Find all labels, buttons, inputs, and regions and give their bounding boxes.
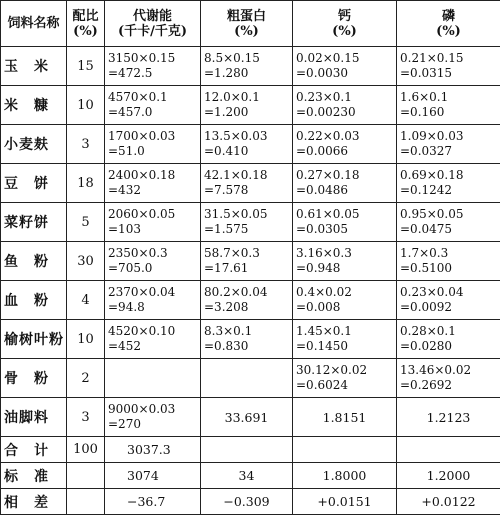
protein-cell	[201, 398, 293, 437]
summary-ratio-cell	[67, 489, 105, 515]
feed-name-cell: 玉 米	[1, 47, 67, 86]
calcium-cell	[293, 398, 397, 437]
table-row	[1, 47, 500, 86]
header-protein	[201, 1, 293, 47]
energy-value-line2: =705.0	[108, 261, 197, 276]
energy-cell	[105, 47, 201, 86]
protein-value-line1: 33.691	[204, 410, 289, 425]
energy-cell	[105, 203, 201, 242]
phosphorus-value-line2: =0.0475	[400, 222, 497, 237]
protein-value-line2: =7.578	[204, 183, 289, 198]
phosphorus-cell	[397, 86, 500, 125]
protein-value-line1: 58.7×0.3	[204, 246, 289, 261]
energy-value-line2: =51.0	[108, 144, 197, 159]
calcium-value-line1: 0.22×0.03	[296, 129, 393, 144]
feed-name-cell: 米 糠	[1, 86, 67, 125]
phosphorus-value-line2: =0.0280	[400, 339, 497, 354]
summary-energy-cell: −36.7	[105, 489, 201, 515]
header-ratio	[67, 1, 105, 47]
phosphorus-value-line2: =0.0327	[400, 144, 497, 159]
header-energy-line1: 代谢能	[108, 9, 197, 24]
energy-cell	[105, 86, 201, 125]
protein-value-line2: =3.208	[204, 300, 289, 315]
protein-value-line1: 12.0×0.1	[204, 90, 289, 105]
calcium-cell	[293, 86, 397, 125]
summary-calcium-cell: +0.0151	[293, 489, 397, 515]
feed-name-cell: 油脚料	[1, 398, 67, 437]
energy-value-line2: =103	[108, 222, 197, 237]
phosphorus-cell	[397, 47, 500, 86]
phosphorus-value-line2: =0.5100	[400, 261, 497, 276]
phosphorus-value-line2: =0.160	[400, 105, 497, 120]
header-phosphorus-line2: (%)	[400, 24, 497, 39]
protein-cell	[201, 86, 293, 125]
phosphorus-value-line1: 0.23×0.04	[400, 285, 497, 300]
ratio-cell: 30	[67, 242, 105, 281]
energy-value-line1: 2400×0.18	[108, 168, 197, 183]
phosphorus-value-line1: 0.28×0.1	[400, 324, 497, 339]
ratio-cell: 5	[67, 203, 105, 242]
header-ratio-line2: (%)	[70, 24, 101, 39]
phosphorus-cell	[397, 125, 500, 164]
phosphorus-cell	[397, 281, 500, 320]
phosphorus-cell	[397, 398, 500, 437]
phosphorus-value-line2: =0.1242	[400, 183, 497, 198]
calcium-value-line2: =0.00230	[296, 105, 393, 120]
calcium-cell	[293, 320, 397, 359]
calcium-value-line2: =0.0066	[296, 144, 393, 159]
calcium-cell	[293, 164, 397, 203]
header-calcium	[293, 1, 397, 47]
table-row	[1, 359, 500, 398]
summary-energy-cell: 3037.3	[105, 437, 201, 463]
table-row	[1, 281, 500, 320]
protein-cell	[201, 125, 293, 164]
ratio-cell: 15	[67, 47, 105, 86]
energy-cell	[105, 281, 201, 320]
ratio-cell: 4	[67, 281, 105, 320]
energy-value-line2: =472.5	[108, 66, 197, 81]
header-protein-line1: 粗蛋白	[204, 9, 289, 24]
calcium-value-line1: 0.02×0.15	[296, 51, 393, 66]
summary-phosphorus-cell: +0.0122	[397, 489, 500, 515]
ratio-cell: 3	[67, 125, 105, 164]
header-row	[1, 1, 500, 47]
energy-value-line1: 2370×0.04	[108, 285, 197, 300]
protein-cell	[201, 242, 293, 281]
header-protein-line2: (%)	[204, 24, 289, 39]
phosphorus-value-line2: =0.0315	[400, 66, 497, 81]
summary-energy-cell: 3074	[105, 463, 201, 489]
ratio-cell: 18	[67, 164, 105, 203]
calcium-cell	[293, 281, 397, 320]
table-row	[1, 242, 500, 281]
protein-cell	[201, 203, 293, 242]
feed-name-cell: 小麦麸	[1, 125, 67, 164]
summary-protein-cell	[201, 437, 293, 463]
header-feed-name: 饲料名称	[1, 1, 67, 47]
calcium-value-line1: 1.45×0.1	[296, 324, 393, 339]
phosphorus-value-line1: 0.69×0.18	[400, 168, 497, 183]
energy-value-line1: 2350×0.3	[108, 246, 197, 261]
calcium-value-line2: =0.0486	[296, 183, 393, 198]
phosphorus-cell	[397, 203, 500, 242]
phosphorus-cell	[397, 242, 500, 281]
calcium-value-line1: 0.27×0.18	[296, 168, 393, 183]
protein-value-line2: =17.61	[204, 261, 289, 276]
header-phosphorus	[397, 1, 500, 47]
calcium-value-line1: 30.12×0.02	[296, 363, 393, 378]
summary-calcium-cell	[293, 437, 397, 463]
header-ratio-line1: 配比	[70, 9, 101, 24]
header-phosphorus-line1: 磷	[400, 9, 497, 24]
protein-value-line2: =1.280	[204, 66, 289, 81]
calcium-value-line1: 3.16×0.3	[296, 246, 393, 261]
table-row	[1, 125, 500, 164]
protein-value-line1: 42.1×0.18	[204, 168, 289, 183]
header-calcium-line2: (%)	[296, 24, 393, 39]
feed-name-cell: 菜籽饼	[1, 203, 67, 242]
energy-value-line2: =270	[108, 417, 197, 432]
calcium-cell	[293, 125, 397, 164]
table-row	[1, 86, 500, 125]
feed-name-cell: 骨 粉	[1, 359, 67, 398]
calcium-cell	[293, 242, 397, 281]
calcium-value-line1: 0.4×0.02	[296, 285, 393, 300]
phosphorus-cell	[397, 320, 500, 359]
energy-cell	[105, 359, 201, 398]
summary-name-cell: 相 差	[1, 489, 67, 515]
feed-name-cell: 豆 饼	[1, 164, 67, 203]
protein-value-line1: 8.3×0.1	[204, 324, 289, 339]
protein-value-line1: 80.2×0.04	[204, 285, 289, 300]
calcium-cell	[293, 359, 397, 398]
phosphorus-value-line1: 1.09×0.03	[400, 129, 497, 144]
energy-value-line1: 9000×0.03	[108, 402, 197, 417]
protein-value-line2: =0.410	[204, 144, 289, 159]
protein-value-line2: =1.200	[204, 105, 289, 120]
energy-cell	[105, 242, 201, 281]
calcium-value-line2: =0.008	[296, 300, 393, 315]
phosphorus-value-line1: 1.6×0.1	[400, 90, 497, 105]
energy-value-line1: 4570×0.1	[108, 90, 197, 105]
phosphorus-value-line1: 0.95×0.05	[400, 207, 497, 222]
energy-value-line1: 2060×0.05	[108, 207, 197, 222]
phosphorus-value-line2: =0.2692	[400, 378, 497, 393]
energy-cell	[105, 125, 201, 164]
calcium-cell	[293, 47, 397, 86]
energy-cell	[105, 320, 201, 359]
energy-value-line2: =94.8	[108, 300, 197, 315]
energy-value-line2: =457.0	[108, 105, 197, 120]
phosphorus-cell	[397, 359, 500, 398]
feed-name-cell: 鱼 粉	[1, 242, 67, 281]
summary-phosphorus-cell	[397, 437, 500, 463]
table-row	[1, 164, 500, 203]
energy-value-line1: 4520×0.10	[108, 324, 197, 339]
energy-cell	[105, 164, 201, 203]
summary-row	[1, 437, 500, 463]
header-calcium-line1: 钙	[296, 9, 393, 24]
summary-rows	[1, 437, 500, 515]
calcium-value-line2: =0.1450	[296, 339, 393, 354]
calcium-cell	[293, 203, 397, 242]
summary-ratio-cell: 100	[67, 437, 105, 463]
summary-name-cell: 标 准	[1, 463, 67, 489]
table-row	[1, 320, 500, 359]
ratio-cell: 10	[67, 86, 105, 125]
summary-phosphorus-cell: 1.2000	[397, 463, 500, 489]
summary-protein-cell: −0.309	[201, 489, 293, 515]
phosphorus-value-line2: =0.0092	[400, 300, 497, 315]
calcium-value-line1: 0.23×0.1	[296, 90, 393, 105]
calcium-value-line1: 0.61×0.05	[296, 207, 393, 222]
summary-protein-cell: 34	[201, 463, 293, 489]
summary-row	[1, 489, 500, 515]
energy-cell	[105, 398, 201, 437]
calcium-value-line2: =0.948	[296, 261, 393, 276]
energy-value-line1: 3150×0.15	[108, 51, 197, 66]
protein-value-line1: 31.5×0.05	[204, 207, 289, 222]
calcium-value-line1: 1.8151	[296, 410, 393, 425]
feed-name-cell: 榆树叶粉	[1, 320, 67, 359]
protein-value-line2: =0.830	[204, 339, 289, 354]
summary-row	[1, 463, 500, 489]
protein-value-line1: 13.5×0.03	[204, 129, 289, 144]
summary-ratio-cell	[67, 463, 105, 489]
ratio-cell: 3	[67, 398, 105, 437]
ratio-cell: 10	[67, 320, 105, 359]
phosphorus-value-line1: 1.2123	[400, 410, 497, 425]
header-energy-line2: (千卡/千克)	[108, 24, 197, 39]
energy-value-line1: 1700×0.03	[108, 129, 197, 144]
calcium-value-line2: =0.0305	[296, 222, 393, 237]
protein-value-line1: 8.5×0.15	[204, 51, 289, 66]
calcium-value-line2: =0.6024	[296, 378, 393, 393]
table-row	[1, 398, 500, 437]
protein-cell	[201, 47, 293, 86]
summary-calcium-cell: 1.8000	[293, 463, 397, 489]
phosphorus-cell	[397, 164, 500, 203]
calcium-value-line2: =0.0030	[296, 66, 393, 81]
feed-name-cell: 血 粉	[1, 281, 67, 320]
phosphorus-value-line1: 0.21×0.15	[400, 51, 497, 66]
energy-value-line2: =452	[108, 339, 197, 354]
protein-value-line2: =1.575	[204, 222, 289, 237]
protein-cell	[201, 164, 293, 203]
protein-cell	[201, 359, 293, 398]
table-row	[1, 203, 500, 242]
phosphorus-value-line1: 13.46×0.02	[400, 363, 497, 378]
summary-name-cell: 合 计	[1, 437, 67, 463]
header-energy	[105, 1, 201, 47]
phosphorus-value-line1: 1.7×0.3	[400, 246, 497, 261]
energy-value-line2: =432	[108, 183, 197, 198]
protein-cell	[201, 320, 293, 359]
ratio-cell: 2	[67, 359, 105, 398]
ingredient-rows	[1, 47, 500, 437]
protein-cell	[201, 281, 293, 320]
